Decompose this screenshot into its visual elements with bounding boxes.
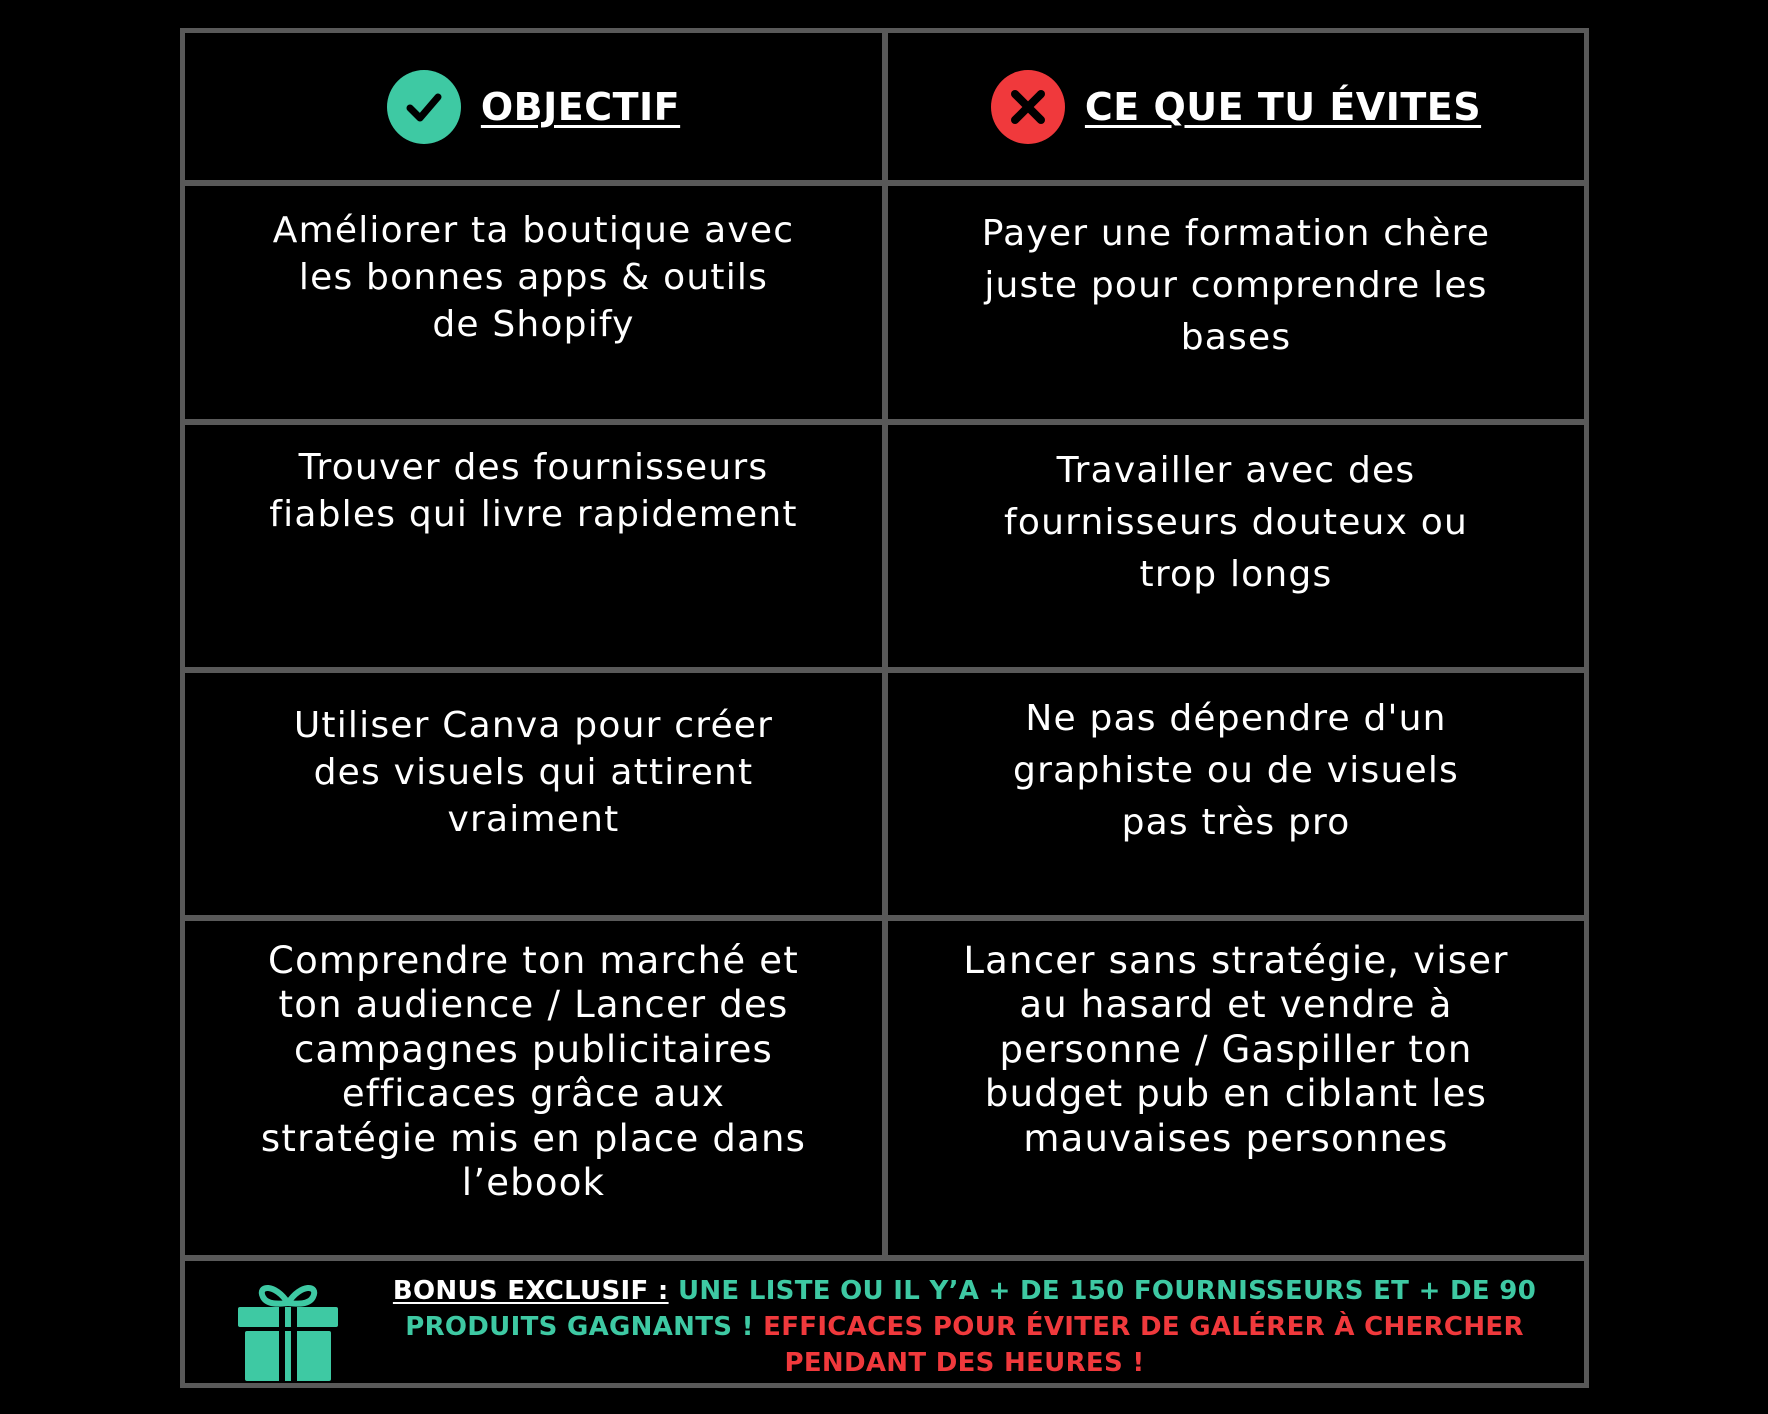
row-3-evite-cell [888,673,1584,915]
bonus-highlight-green: UNE LISTE OU IL Y’A + DE 150 FOURNISSEURS ET + DE 90 PRODUITS GAGNANTS ! [405,1276,1537,1342]
row-1-objectif-text: Améliorer ta boutique avec les bonnes apps & outils de Shopify [272,210,795,345]
header-evites [888,33,1584,180]
row-3-objectif-text: Utiliser Canva pour créer des visuels qui attirent vraiment [293,705,774,840]
bonus-message [365,1273,1564,1381]
row-1-evite-cell [888,186,1584,419]
bonus-label: BONUS EXCLUSIF : [392,1276,669,1306]
column-title-evites: CE QUE TU ÉVITES [1084,84,1482,129]
bonus-banner [185,1261,1584,1383]
gift-icon [235,1277,341,1387]
row-1-objectif-cell [185,186,882,419]
bonus-highlight-red: EFFICACES POUR ÉVITER DE GALÉRER À CHERCHER PENDANT DES HEURES ! [763,1312,1524,1378]
row-2-objectif-cell [185,425,882,667]
header-objectif [185,33,882,180]
row-3-evite-text: Ne pas dépendre d'un graphiste ou de visuels pas très pro [1013,698,1459,844]
row-2-evite-text: Travailler avec des fournisseurs douteux ou trop longs [1004,450,1468,596]
row-1-evite-text: Payer une formation chère juste pour comprendre les bases [981,213,1491,359]
row-4-evite-text: Lancer sans stratégie, viser au hasard et vendre à personne / Gaspiller ton budget pub en ciblant les mauvaises personnes [963,939,1509,1160]
row-4-objectif-cell [185,921,882,1255]
row-4-objectif-text: Comprendre ton marché et ton audience / Lancer des campagnes publicitaires efficaces grâce aux stratégie mis en place dans l’ebook [260,939,807,1204]
comparison-table [180,28,1589,1388]
row-2-objectif-text: Trouver des fournisseurs fiables qui livre rapidement [269,447,798,535]
row-4-evite-cell [888,921,1584,1255]
column-title-objectif: OBJECTIF [480,84,681,129]
row-3-objectif-cell [185,673,882,915]
check-circle-icon [387,70,461,144]
x-circle-icon [991,70,1065,144]
row-2-evite-cell [888,425,1584,667]
